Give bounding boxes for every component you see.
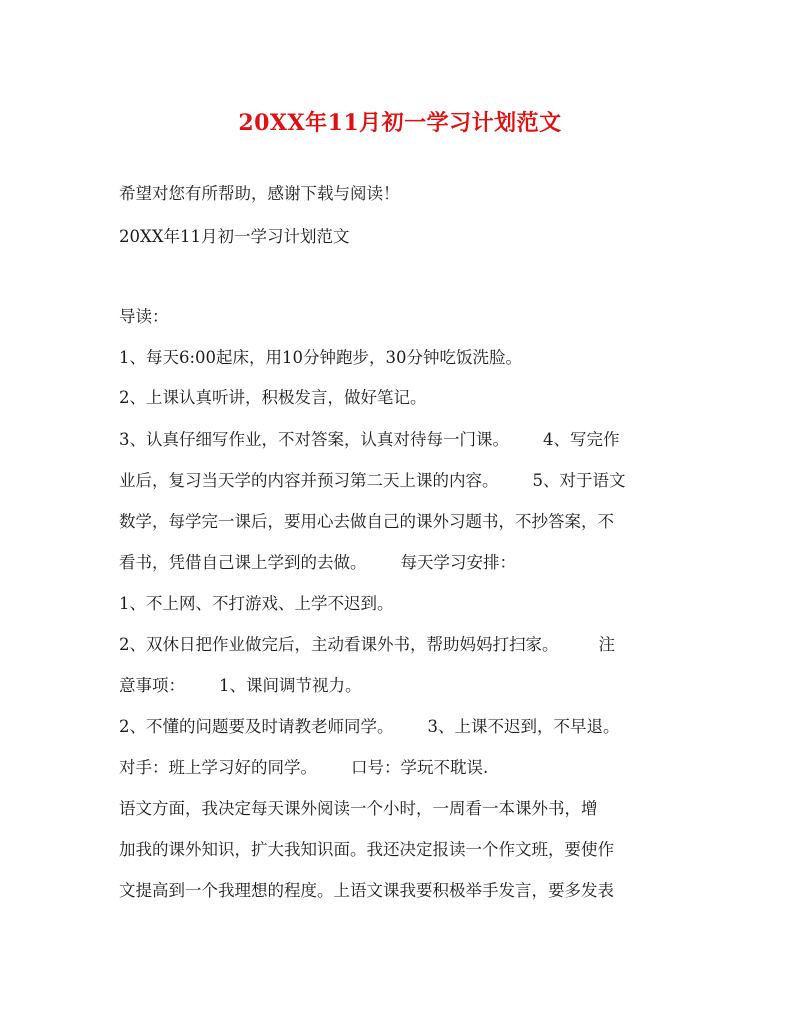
line-text: 加我的课外知识，扩大我知识面。我还决定报读一个作文班，要使作 (119, 840, 614, 859)
line-text: 2、双休日把作业做完后，主动看课外书，帮助妈妈打扫家。 (119, 635, 559, 654)
line-text: 1、不上网、不打游戏、上学不迟到。 (119, 594, 394, 613)
intro-text: 希望对您有所帮助，感谢下载与阅读！ (119, 184, 400, 203)
line-text: 数学，每学完一课后，要用心去做自己的课外习题书，不抄答案，不 (119, 512, 614, 531)
subtitle-text: 20XX年11月初一学习计划范文 (119, 227, 350, 246)
body-line (119, 429, 689, 451)
body-line (119, 511, 689, 533)
body-line (119, 470, 689, 492)
body-line (119, 757, 689, 779)
body-line (119, 798, 689, 820)
line-text-tail: 4、写完作 (543, 430, 620, 449)
line-text: 1、每天6:00起床，用10分钟跑步，30分钟吃饭洗脸。 (119, 348, 523, 367)
line-text-tail: 1、课间调节视力。 (219, 676, 362, 695)
line-text-tail: 口号：学玩不耽误. (351, 758, 489, 777)
body-line (119, 839, 689, 861)
body-line (119, 552, 689, 574)
line-text-tail: 5、对于语文 (532, 471, 626, 490)
line-text: 2、上课认真听讲，积极发言，做好笔记。 (119, 388, 427, 407)
line-text-tail: 3、上课不迟到，不早退。 (427, 717, 620, 736)
line-text: 对手：班上学习好的同学。 (119, 758, 317, 777)
body-line (119, 593, 689, 615)
line-text-tail: 注 (598, 635, 615, 654)
body-line (119, 387, 689, 409)
body-line (119, 634, 689, 656)
guide-label: 导读： (119, 307, 169, 326)
line-text: 语文方面，我决定每天课外阅读一个小时，一周看一本课外书，增 (119, 799, 598, 818)
document-title: 20XX年11月初一学习计划范文 (238, 110, 562, 136)
body-line (119, 347, 689, 369)
line-text: 3、认真仔细写作业，不对答案，认真对待每一门课。 (119, 430, 509, 449)
line-text: 意事项： (119, 676, 185, 695)
line-text-tail: 每天学习安排： (400, 553, 516, 572)
body-line (119, 716, 689, 738)
line-text: 文提高到一个我理想的程度。上语文课我要积极举手发言，要多发表 (119, 881, 614, 900)
body-line (119, 880, 689, 902)
line-text: 2、不懂的问题要及时请教老师同学。 (119, 717, 394, 736)
line-text: 看书，凭借自己课上学到的去做。 (119, 553, 367, 572)
line-text: 业后，复习当天学的内容并预习第二天上课的内容。 (119, 471, 499, 490)
body-line (119, 675, 689, 697)
